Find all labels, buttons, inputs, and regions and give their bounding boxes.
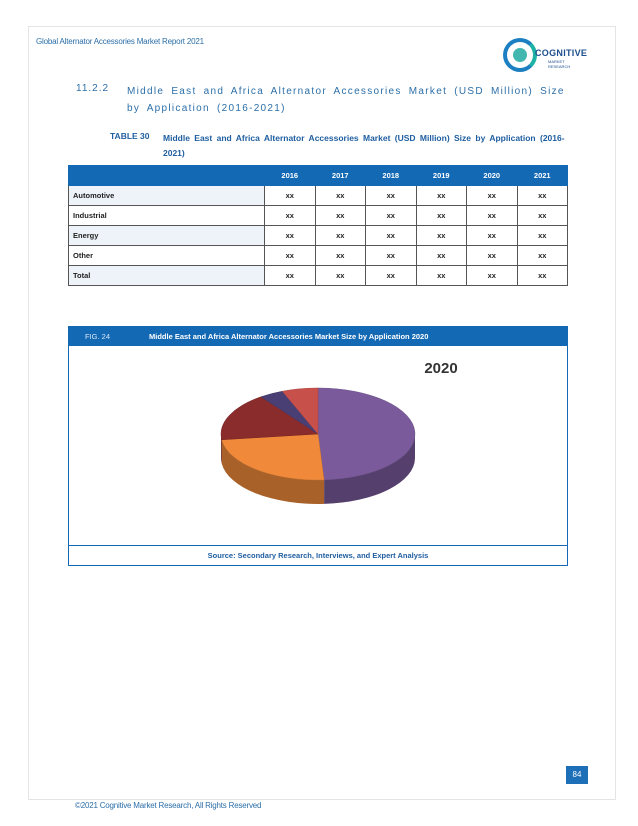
table-cell: xx — [366, 246, 417, 266]
table-cell: xx — [517, 226, 568, 246]
section-number: 11.2.2 — [76, 83, 110, 94]
table-cell: xx — [517, 246, 568, 266]
table-cell: xx — [315, 246, 366, 266]
row-label: Energy — [69, 226, 265, 246]
table-row — [69, 246, 568, 266]
table-cell: xx — [265, 226, 316, 246]
pie-top-group — [221, 388, 415, 480]
table-cell: xx — [366, 206, 417, 226]
table-cell: xx — [265, 246, 316, 266]
table-row — [69, 206, 568, 226]
table-cell: xx — [366, 186, 417, 206]
figure-number: FIG. 24 — [85, 332, 111, 341]
table-title: Middle East and Africa Alternator Accessories Market (USD Million) Size by Application (2016-2021) — [163, 133, 565, 158]
table-cell: xx — [416, 226, 467, 246]
logo-sub1: MARKET — [548, 59, 565, 64]
table-cell: xx — [467, 246, 518, 266]
table-cell: xx — [265, 206, 316, 226]
table-row — [69, 226, 568, 246]
column-header: 2019 — [416, 166, 467, 186]
table-cell: xx — [315, 186, 366, 206]
figure-title: Middle East and Africa Alternator Accessories Market Size by Application 2020 — [149, 332, 429, 341]
figure-header — [69, 327, 567, 346]
table-cell: xx — [416, 266, 467, 286]
row-label: Total — [69, 266, 265, 286]
table-cell: xx — [517, 186, 568, 206]
section-title: Middle East and Africa Alternator Accessories Market (USD Million) Size by Application (2016-2021) — [127, 86, 565, 114]
figure-source: Source: Secondary Research, Interviews, and Expert Analysis — [207, 551, 429, 560]
column-header: 2016 — [265, 166, 316, 186]
column-header: 2018 — [366, 166, 417, 186]
page-number: 84 — [566, 766, 588, 784]
company-logo — [503, 38, 588, 76]
table-cell: xx — [416, 246, 467, 266]
chart-title: 2020 — [424, 360, 458, 377]
table-cell: xx — [467, 226, 518, 246]
column-header: 2017 — [315, 166, 366, 186]
column-header — [69, 166, 265, 186]
footer-copyright: ©2021 Cognitive Market Research, All Rights Reserved — [75, 801, 262, 810]
table-cell: xx — [467, 206, 518, 226]
logo-sub2: RESEARCH — [548, 64, 571, 69]
column-header: 2021 — [517, 166, 568, 186]
table-row — [69, 266, 568, 286]
column-header: 2020 — [467, 166, 518, 186]
table-cell: xx — [416, 206, 467, 226]
table-cell: xx — [315, 206, 366, 226]
logo-brand: COGNITIVE — [535, 48, 588, 58]
table-cell: xx — [265, 186, 316, 206]
table-cell: xx — [467, 266, 518, 286]
table-cell: xx — [517, 206, 568, 226]
figure-box — [68, 326, 568, 566]
row-label: Other — [69, 246, 265, 266]
report-header: Global Alternator Accessories Market Report 2021 — [36, 37, 204, 46]
table-cell: xx — [467, 186, 518, 206]
table-header-row — [69, 166, 568, 186]
figure-divider — [69, 545, 567, 546]
table-cell: xx — [416, 186, 467, 206]
table-cell: xx — [366, 266, 417, 286]
logo-globe-icon — [513, 48, 527, 62]
row-label: Automotive — [69, 186, 265, 206]
table-cell: xx — [265, 266, 316, 286]
table-label: TABLE 30 — [110, 131, 150, 141]
table-cell: xx — [315, 266, 366, 286]
table-cell: xx — [517, 266, 568, 286]
table-cell: xx — [366, 226, 417, 246]
market-size-table — [68, 165, 568, 286]
pie-chart — [69, 346, 567, 544]
table-cell: xx — [315, 226, 366, 246]
row-label: Industrial — [69, 206, 265, 226]
table-row — [69, 186, 568, 206]
